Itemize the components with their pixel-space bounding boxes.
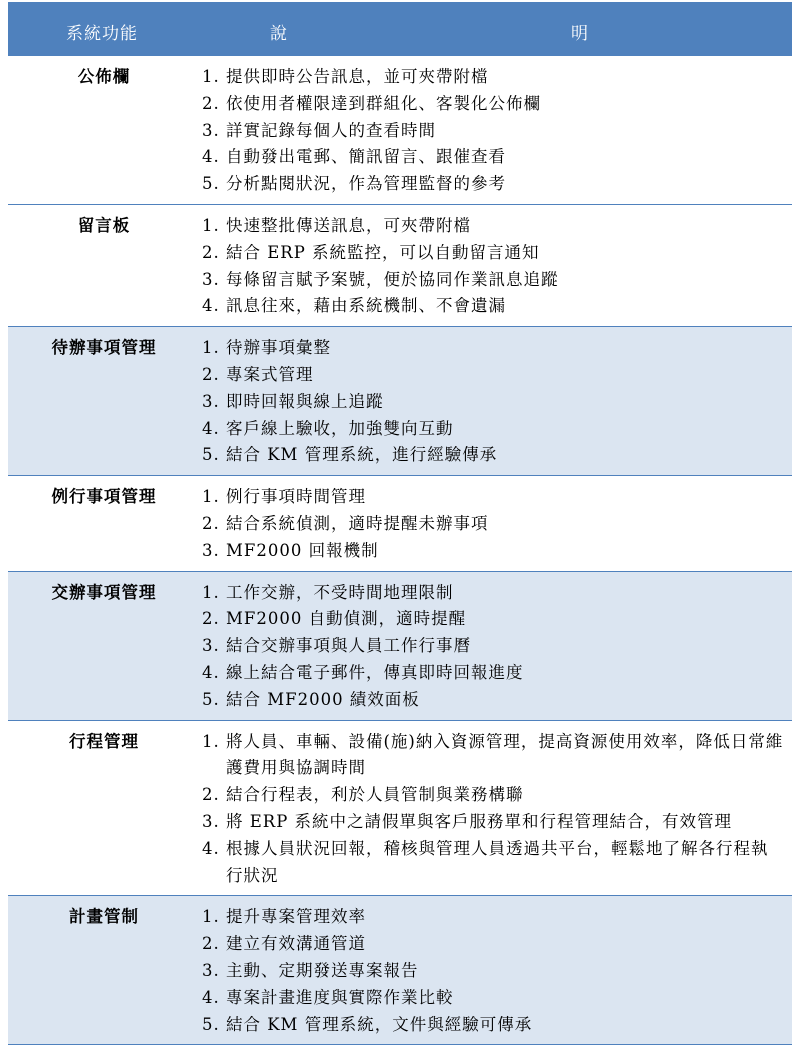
list-item: 5. 結合 KM 管理系統，文件與經驗可傳承 (202, 1014, 533, 1034)
function-table (8, 2, 792, 1045)
row-name: 行程管理 (69, 731, 139, 751)
table-row (8, 721, 792, 897)
row-items (200, 896, 792, 1044)
list-item: 2. 建立有效溝通管道 (202, 934, 366, 954)
list-item: 5. 結合 KM 管理系統，進行經驗傳承 (202, 445, 498, 465)
list-item: 2. 依使用者權限達到群組化、客製化公佈欄 (202, 93, 541, 113)
row-items (200, 205, 792, 326)
row-items (200, 721, 792, 896)
table-row (8, 205, 792, 327)
list-item: 1. 提供即時公告訊息，並可夾帶附檔 (202, 67, 489, 86)
list-item: 2. 專案式管理 (202, 364, 314, 384)
list-item: 5. 結合 MF2000 績效面板 (202, 689, 420, 709)
row-items (200, 327, 792, 475)
header-description-2: 明 (571, 24, 589, 44)
list-item: 5. 分析點閱狀況，作為管理監督的參考 (202, 174, 506, 194)
list-item: 2. 結合行程表，利於人員管制與業務構聯 (202, 785, 524, 805)
table-row (8, 476, 792, 571)
list-item: 4. 自動發出電郵、簡訊留言、跟催查看 (202, 147, 506, 167)
list-item: 1. 例行事項時間管理 (202, 487, 366, 507)
table-header (8, 2, 792, 56)
header-function: 系統功能 (66, 24, 138, 44)
list-item: 1. 提升專案管理效率 (202, 907, 366, 927)
table-row (8, 896, 792, 1044)
list-item: 4. 專案計畫進度與實際作業比較 (202, 987, 454, 1007)
row-items (200, 572, 792, 720)
table-row (8, 56, 792, 205)
list-item: 3. 詳實記錄每個人的查看時間 (202, 120, 436, 140)
list-item: 3. 將 ERP 系統中之請假單與客戶服務單和行程管理結合，有效管理 (202, 811, 733, 831)
list-item: 4. 根據人員狀況回報，稽核與管理人員透過共平台，輕鬆地了解各行程執行狀況 (202, 838, 769, 885)
list-item: 1. 工作交辦，不受時間地理限制 (202, 582, 454, 602)
header-description-1: 說 (270, 24, 288, 44)
list-item: 3. MF2000 回報機制 (202, 540, 379, 560)
list-item: 1. 將人員、車輛、設備(施)納入資源管理，提高資源使用效率，降低日常維護費用與協調時間 (202, 731, 784, 778)
list-item: 2. 結合 ERP 系統監控，可以自動留言通知 (202, 242, 540, 262)
row-name: 公佈欄 (77, 67, 131, 86)
row-items (200, 476, 792, 570)
list-item: 3. 每條留言賦予案號，便於協同作業訊息追蹤 (202, 269, 559, 289)
row-name: 例行事項管理 (51, 487, 157, 507)
list-item: 1. 待辦事項彙整 (202, 338, 331, 358)
list-item: 3. 主動、定期發送專案報告 (202, 960, 419, 980)
list-item: 4. 客戶線上驗收，加強雙向互動 (202, 418, 454, 438)
row-items (200, 56, 792, 204)
row-name: 交辦事項管理 (51, 582, 157, 602)
row-name: 計畫管制 (69, 907, 139, 927)
list-item: 2. MF2000 自動偵測，適時提醒 (202, 609, 467, 629)
row-name: 留言板 (77, 215, 131, 235)
list-item: 4. 線上結合電子郵件，傳真即時回報進度 (202, 662, 524, 682)
list-item: 4. 訊息往來，藉由系統機制、不會遺漏 (202, 296, 506, 316)
list-item: 1. 快速整批傳送訊息，可夾帶附檔 (202, 215, 471, 235)
table-row (8, 327, 792, 476)
list-item: 2. 結合系統偵測，適時提醒未辦事項 (202, 513, 489, 533)
list-item: 3. 即時回報與線上追蹤 (202, 391, 384, 411)
list-item: 3. 結合交辦事項與人員工作行事曆 (202, 636, 471, 656)
row-name: 待辦事項管理 (51, 338, 157, 358)
table-row (8, 572, 792, 721)
